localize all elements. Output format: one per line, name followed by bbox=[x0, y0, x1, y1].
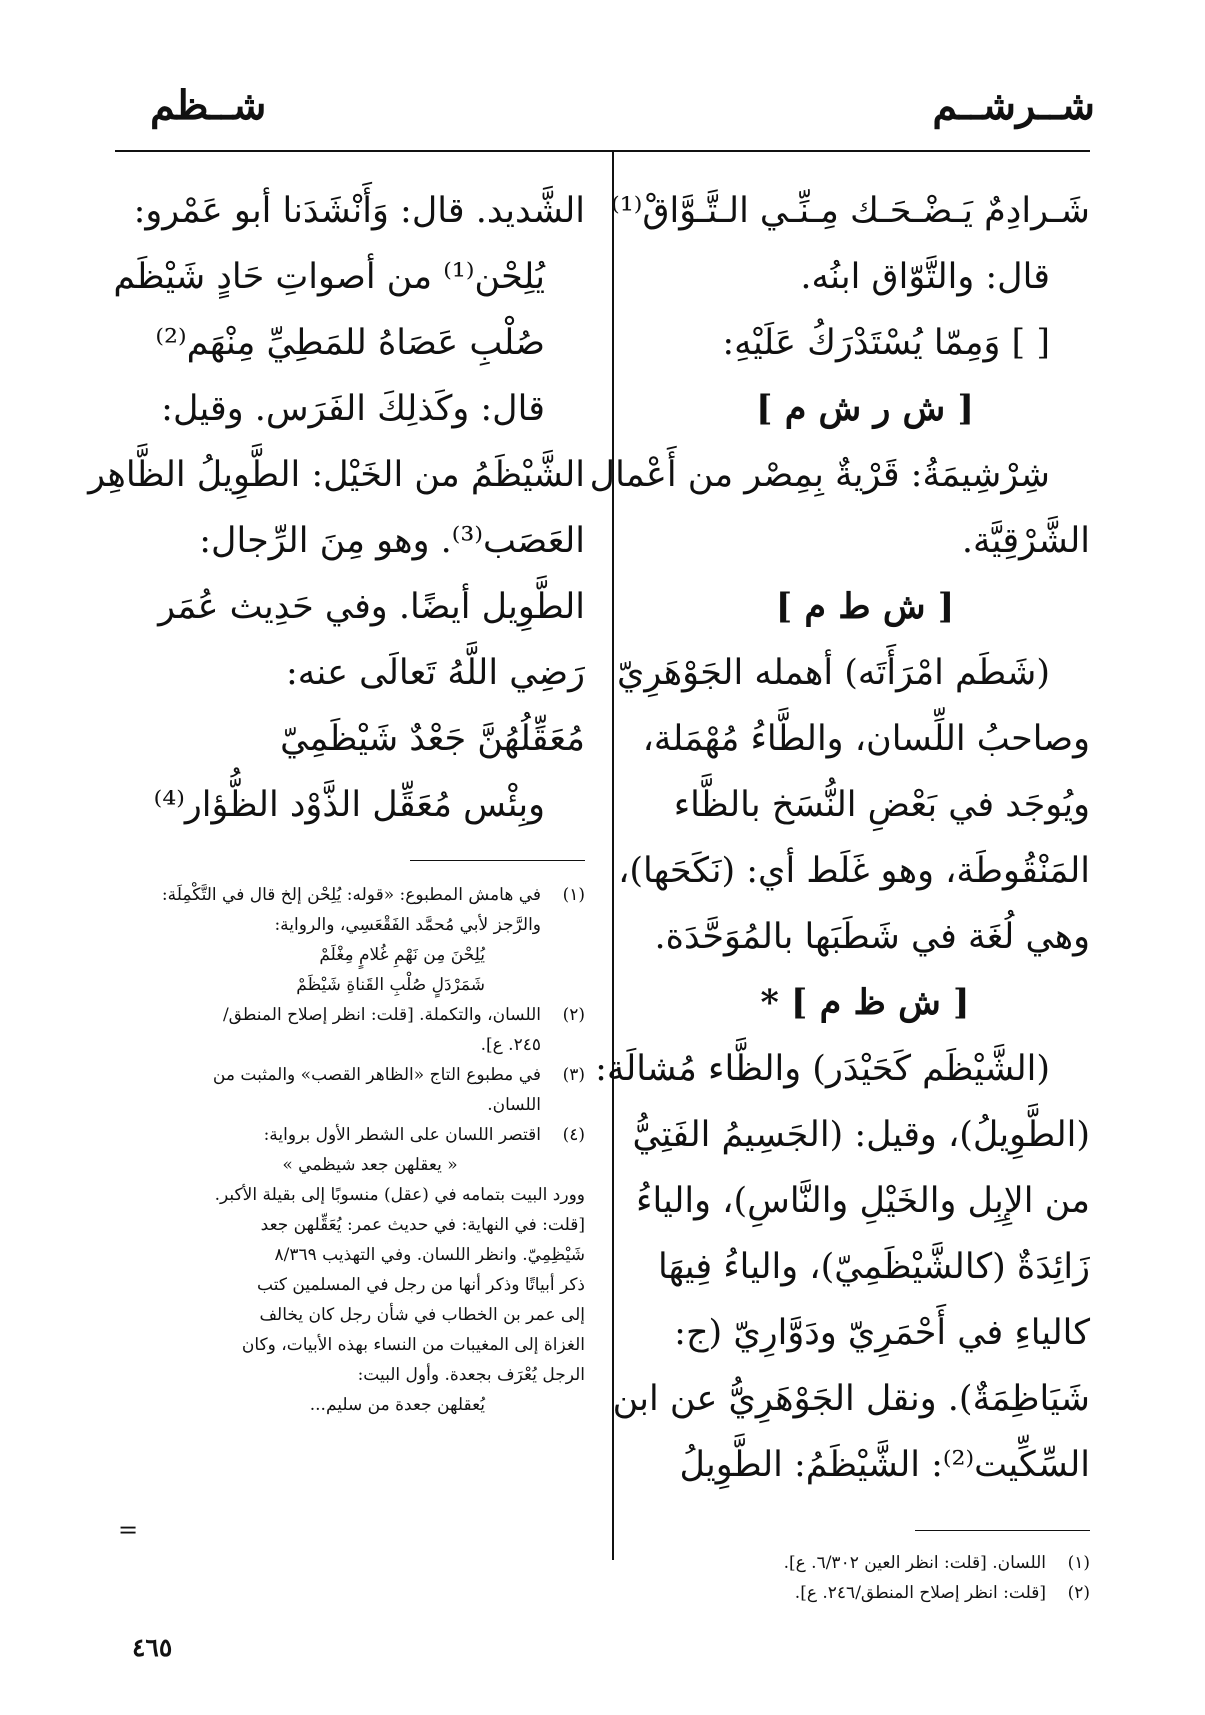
footnote-text: شَيْظِمِيّ. وانظر اللسان. وفي التهذيب ٨/٣٦٩ bbox=[274, 1245, 585, 1265]
text-line: [ ] وَمِمّا يُسْتَدْرَكُ عَلَيْهِ: bbox=[722, 323, 1050, 363]
text-line: (شَطَم امْرَأَتَه) أهمله الجَوْهَرِيّ bbox=[616, 653, 1050, 693]
text-line: كالياءِ في أَحْمَرِيّ ودَوَّارِيّ (ج: bbox=[674, 1313, 1090, 1353]
text-line: من الإِبِل والخَيْلِ والنَّاسِ)، والياءُ bbox=[636, 1181, 1090, 1221]
text-line: العَصَب⁽³⁾. وهو مِنَ الرِّجال: bbox=[199, 521, 585, 561]
footnote bbox=[155, 880, 585, 910]
entry-heading: [ ش ر ش م ] bbox=[755, 388, 975, 429]
text-line: قال: والتَّوّاق ابنُه. bbox=[800, 257, 1050, 297]
entry-heading: [ ش ظ م ] * bbox=[760, 982, 970, 1023]
verse-line: وبِئْس مُعَقِّل الذَّوْد الظُّؤار⁽⁴⁾ bbox=[153, 785, 545, 825]
text-line: (الطَّوِيلُ)، وقيل: (الجَسِيمُ الفَتِيُّ bbox=[632, 1115, 1090, 1155]
text-line: (الشَّيْظَم كَحَيْدَر) والظَّاء مُشالَة: bbox=[595, 1049, 1050, 1089]
continuation-mark: = bbox=[118, 1516, 139, 1544]
footnote-text: [قلت: انظر إصلاح المنطق/٢٤٦. ع]. bbox=[794, 1583, 1046, 1603]
text-line: وصاحبُ اللِّسان، والطَّاءُ مُهْمَلة، bbox=[642, 719, 1090, 759]
text-line: الشَّرْقِيَّة. bbox=[961, 521, 1090, 561]
footnote-number: (٢) bbox=[1067, 1583, 1090, 1603]
text-line: شَـرادِمٌ يَـضْـحَـك مِـنِّـي الـتَّـوَّاقْ⁽¹⁾ bbox=[611, 191, 1090, 231]
footnote-verse: يُلِحْنَ مِن نَهْمِ غُلامٍ مِغْلَمْ bbox=[319, 945, 485, 965]
footnote-text: في هامش المطبوع: «قوله: يُلِحْن إلخ قال في التَّكْمِلَة: bbox=[161, 885, 541, 905]
footnote bbox=[155, 1060, 585, 1090]
text-line: قال: وكَذلِكَ الفَرَس. وقيل: bbox=[161, 389, 545, 429]
verse-line: مُعَقِّلُهُنَّ جَعْدٌ شَيْظَمِيّ bbox=[280, 719, 585, 759]
footnote-text: اللسان، والتكملة. [قلت: انظر إصلاح المنطق/ bbox=[222, 1005, 541, 1025]
text-line: شِرْشِيمَةُ: قَرْيةٌ بِمِصْر من أَعْمال bbox=[589, 455, 1050, 495]
footnotes-left bbox=[155, 880, 585, 1420]
footnote-text: اقتصر اللسان على الشطر الأول برواية: bbox=[263, 1125, 541, 1145]
header-root-word-left: شــظم bbox=[150, 82, 267, 129]
footnote-number: (١) bbox=[1067, 1553, 1090, 1573]
footnote-text: الرجل يُعْرَف بجعدة. وأول البيت: bbox=[357, 1365, 585, 1385]
text-line: زَائِدَةٌ (كالشَّيْظَمِيّ)، والياءُ فِيهَا bbox=[657, 1247, 1090, 1287]
text-line: شَيَاظِمَةٌ). ونقل الجَوْهَرِيُّ عن ابن bbox=[612, 1379, 1090, 1419]
footnotes-right bbox=[640, 1548, 1090, 1608]
text-line: وهي لُغَة في شَطَبَها بالمُوَحَّدَة. bbox=[654, 917, 1090, 957]
entry-heading: [ ش ط م ] bbox=[775, 586, 955, 627]
column-divider bbox=[612, 150, 614, 1560]
footnote-verse: شَمَرْدَلٍ صُلْبِ القَناةِ شَيْظَمْ bbox=[296, 975, 485, 995]
footnote-text: ٢٤٥. ع]. bbox=[480, 1035, 541, 1055]
footnote-quote: « يعقلهن جعد شيظمي » bbox=[282, 1155, 458, 1175]
header-root-word-right: شــرشــم bbox=[932, 82, 1095, 129]
footnote bbox=[640, 1548, 1090, 1578]
text-line: ويُوجَد في بَعْضِ النُّسَخ بالظَّاء bbox=[673, 785, 1090, 825]
left-column bbox=[88, 178, 585, 838]
verse-line: يُلِحْن⁽¹⁾ من أصواتِ حَادٍ شَيْظَم bbox=[113, 257, 545, 297]
footnote-text: [قلت: في النهاية: في حديث عمر: يُعَقِّلهن جعد bbox=[260, 1215, 585, 1235]
footnote-verse: يُعقلهن جعدة من سليم... bbox=[309, 1395, 485, 1415]
footnote-text: ذكر أبياتًا وذكر أنها من رجل في المسلمين كتب bbox=[257, 1275, 585, 1295]
text-line: الطَّوِيل أيضًا. وفي حَدِيث عُمَر bbox=[158, 587, 585, 627]
verse-line: صُلْبِ عَصَاهُ للمَطِيِّ مِنْهَم⁽²⁾ bbox=[155, 323, 545, 363]
page-number: ٤٦٥ bbox=[132, 1633, 173, 1662]
footnote-text: اللسان. [قلت: انظر العين ٦/٣٠٢. ع]. bbox=[783, 1553, 1046, 1573]
header-rule bbox=[115, 150, 1090, 152]
footnote-number: (٤) bbox=[562, 1125, 585, 1145]
footnote-number: (٢) bbox=[562, 1005, 585, 1025]
footnote bbox=[155, 1120, 585, 1150]
footnote-rule-right bbox=[915, 1530, 1090, 1531]
footnote-text: في مطبوع التاج «الظاهر القصب» والمثبت من bbox=[212, 1065, 541, 1085]
footnote-text: وورد البيت بتمامه في (عقل) منسوبًا إلى بقيلة الأكبر. bbox=[214, 1185, 585, 1205]
footnote-text: والرَّجز لأبي مُحمَّد الفَقْعَسِي، والرواية: bbox=[274, 915, 541, 935]
footnote bbox=[155, 1000, 585, 1030]
footnote-rule-left bbox=[410, 860, 585, 861]
footnote-number: (٣) bbox=[562, 1065, 585, 1085]
text-line: رَضِي اللَّهُ تَعالَى عنه: bbox=[285, 653, 585, 693]
text-line: الشَّيْظَمُ من الخَيْل: الطَّوِيلُ الظَّاهِر bbox=[88, 455, 585, 495]
right-column bbox=[589, 178, 1090, 1498]
footnote-text: الغزاة إلى المغيبات من النساء بهذه الأبيات، وكان bbox=[241, 1335, 585, 1355]
footnote bbox=[640, 1578, 1090, 1608]
text-line: المَنْقُوطَة، وهو غَلَط أي: (نَكَحَها)، bbox=[618, 851, 1090, 891]
footnote-number: (١) bbox=[562, 885, 585, 905]
text-line: السِّكِّيت⁽²⁾: الشَّيْظَمُ: الطَّوِيلُ bbox=[679, 1445, 1090, 1485]
footnote-text: إلى عمر بن الخطاب في شأن رجل كان يخالف bbox=[259, 1305, 585, 1325]
footnote-text: اللسان. bbox=[487, 1095, 541, 1115]
text-line: الشَّديد. قال: وَأَنْشَدَنا أبو عَمْرو: bbox=[133, 191, 585, 231]
